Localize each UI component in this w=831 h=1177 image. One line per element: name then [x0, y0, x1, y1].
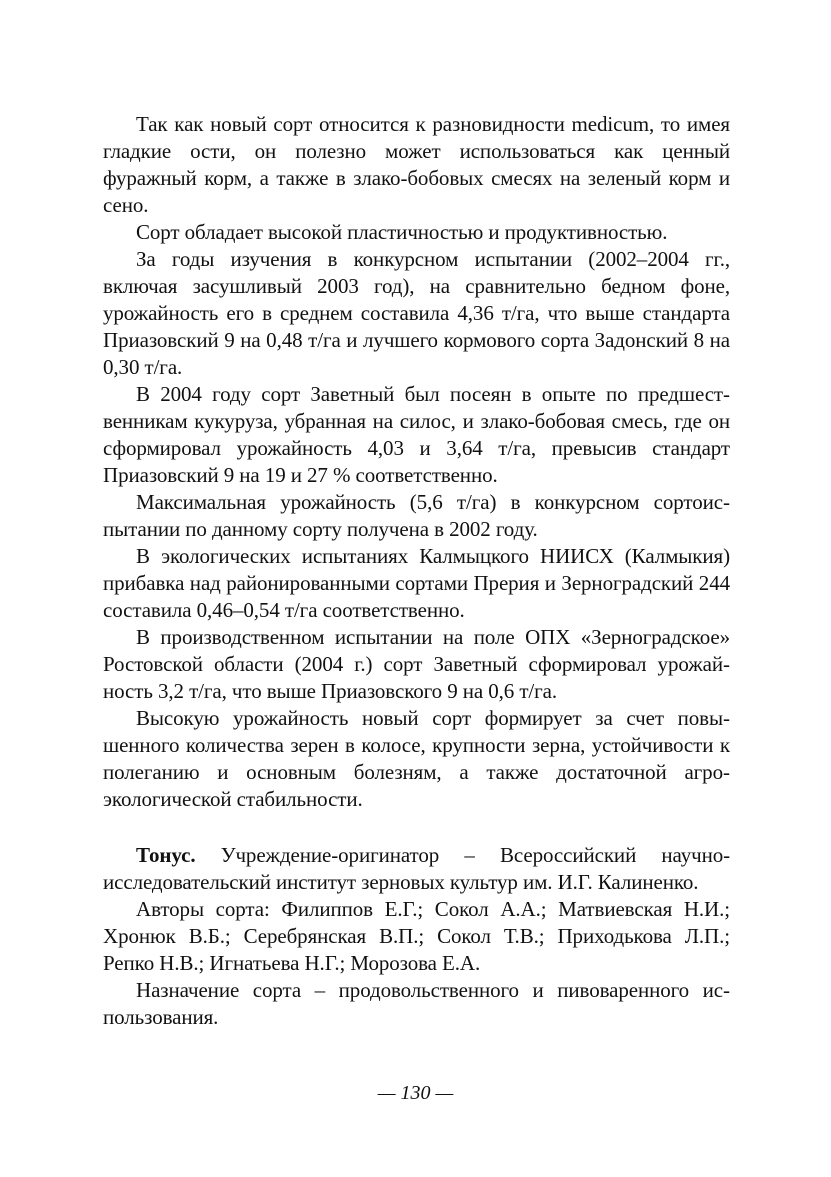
- paragraph-2004-trial: В 2004 году сорт Заветный был посеян в опыте по предшественникам кукуруза, убранная на силос, и злако-бобовая смесь, где он сформировал урожайность 4,03 и 3,64 т/га, превысив стандарт Приазовский 9 на 19 и 27 % соответственно.: [103, 382, 730, 487]
- paragraph-ecological-trials: В экологических испытаниях Калмыцкого НИИСХ (Калмыкия) прибавка над районированными сортами Прерия и Зерноградский 244 составила 0,46–0,54 т/га соответственно.: [103, 544, 730, 622]
- variety-name: Тонус.: [136, 843, 196, 867]
- paragraph-competition-yield: За годы изучения в конкурсном испытании (2002–2004 гг., включая засушливый 2003 год), на сравнительно бедном фоне, урожайность его в среднем составила 4,36 т/га, что выше стандарта Приазовский 9 на 0,48 т/га и лучшего кормового сорта Задонский 8 на 0,30 т/га.: [103, 247, 730, 379]
- paragraph-tonus-purpose: Назначение сорта – продовольственного и пивоваренного использования.: [103, 978, 730, 1029]
- paragraph-medicum: Так как новый сорт относится к разновидности medicum, то имея гладкие ости, он полезно может использоваться как ценный фуражный корм, а также в злако-бобовых смесях на зеленый корм и сено.: [103, 112, 730, 217]
- page-number: — 130 —: [377, 1082, 454, 1104]
- paragraph-tonus-originator: [103, 842, 730, 896]
- body-text: [103, 111, 730, 1031]
- paragraph-max-yield: Максимальная урожайность (5,6 т/га) в конкурсном сортоиспытании по данному сорту получена в 2002 году.: [103, 490, 730, 541]
- section-gap: [103, 813, 730, 842]
- paragraph-tonus-authors: Авторы сорта: Филиппов Е.Г.; Сокол А.А.; Матвиевская Н.И.; Хронюк В.Б.; Серебрянская В.П.; Сокол Т.В.; Приходькова Л.П.; Репко Н.В.; Игнатьева Н.Г.; Морозова Е.А.: [103, 897, 730, 975]
- originator-text: Учреждение-оригинатор – Всероссийский научно-исследовательский институт зерновых культур им. И.Г. Калиненко.: [103, 843, 730, 894]
- paragraph-production-trial: В производственном испытании на поле ОПХ «Зерноградское» Ростовской области (2004 г.) сорт Заветный сформировал урожайность 3,2 т/га, что выше Приазовского 9 на 0,6 т/га.: [103, 625, 730, 703]
- paragraph-high-yield: Высокую урожайность новый сорт формирует за счет повышенного количества зерен в колосе, крупности зерна, устойчивости к полеганию и основным болезням, а также достаточной агроэкологической стабильности.: [103, 706, 730, 811]
- paragraph-plasticity: Сорт обладает высокой пластичностью и продуктивностью.: [136, 220, 668, 244]
